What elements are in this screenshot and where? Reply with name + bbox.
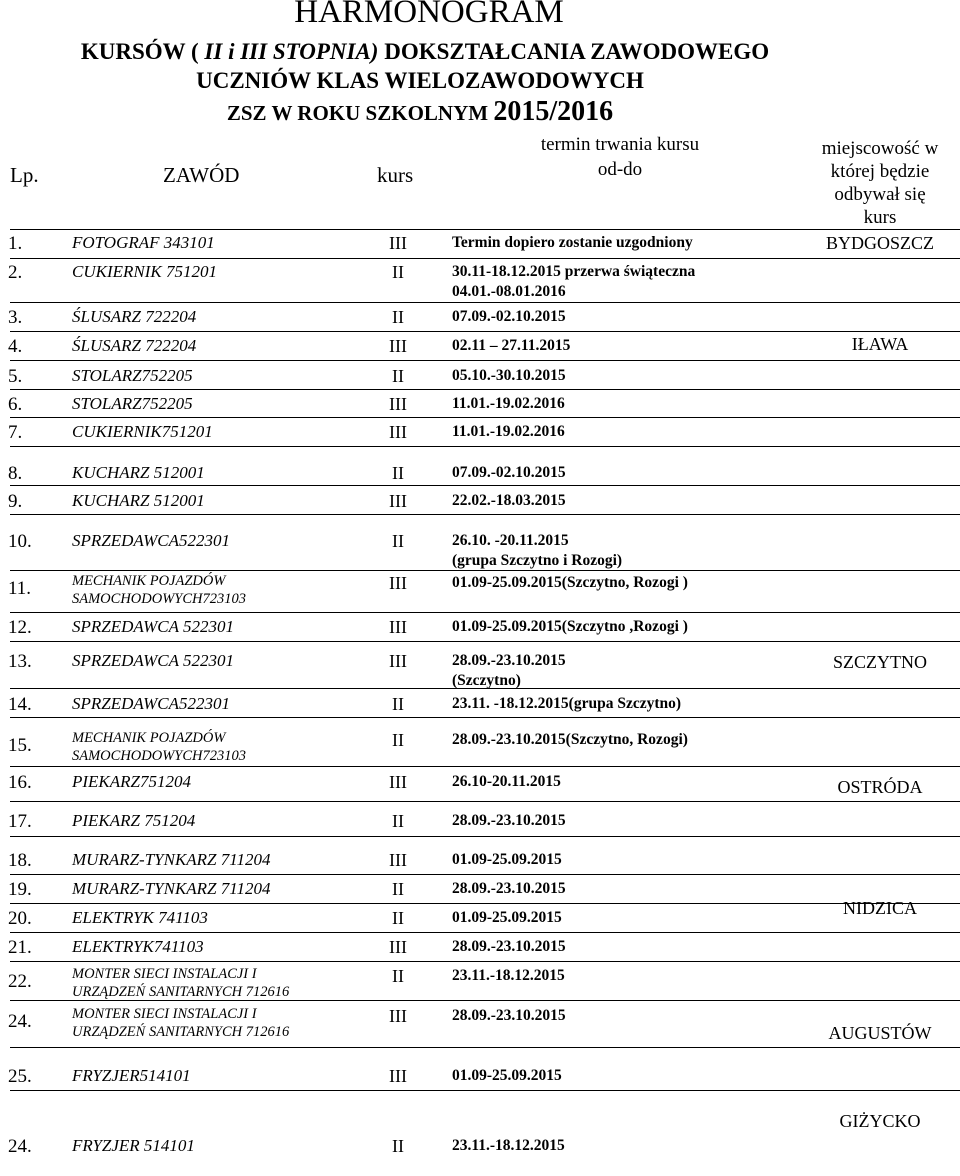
row-divider <box>10 717 960 718</box>
location-szczytno: SZCZYTNO <box>833 652 927 672</box>
row-lp: 5. <box>8 366 23 387</box>
col-header-lp: Lp. <box>10 163 39 187</box>
subtitle-line-1-b: DOKSZTAŁCANIA ZAWODOWEGO <box>378 39 770 64</box>
row-termin: 28.09.-23.10.2015 <box>452 1007 566 1024</box>
row-kurs: III <box>389 1006 407 1026</box>
row-termin-line2: (grupa Szczytno i Rozogi) <box>452 552 623 569</box>
row-divider <box>10 836 960 837</box>
col-header-miejsce-2: której będzie <box>830 161 930 182</box>
row-kurs: II <box>392 879 404 899</box>
header-divider <box>10 229 960 230</box>
row-divider <box>10 766 960 767</box>
row-zawod: FOTOGRAF 343101 <box>72 233 215 252</box>
row-divider <box>10 1090 960 1091</box>
row-kurs: III <box>389 617 407 637</box>
row-divider <box>10 331 960 332</box>
row-lp: 25. <box>8 1066 32 1087</box>
col-header-kurs: kurs <box>377 163 414 187</box>
row-lp: 15. <box>8 735 32 756</box>
row-termin-line2: (Szczytno) <box>452 672 521 689</box>
row-kurs: III <box>389 772 407 792</box>
col-header-termin-1: termin trwania kursu <box>540 134 700 155</box>
row-divider <box>10 641 960 642</box>
row-zawod: STOLARZ752205 <box>72 394 193 413</box>
row-kurs: III <box>389 651 407 671</box>
col-header-termin-2: od-do <box>597 159 643 180</box>
row-lp: 19. <box>8 879 32 900</box>
row-zawod: PIEKARZ751204 <box>72 772 191 791</box>
row-divider <box>10 258 960 259</box>
col-header-miejsce-4: kurs <box>863 207 897 228</box>
row-zawod: MURARZ-TYNKARZ 711204 <box>72 850 271 869</box>
row-termin: 23.11. -18.12.2015(grupa Szczytno) <box>452 695 682 712</box>
row-zawod: FRYZJER 514101 <box>72 1136 195 1155</box>
row-zawod: CUKIERNIK751201 <box>72 422 213 441</box>
col-header-miejsce-3: odbywał się <box>834 184 926 205</box>
row-zawod-line2: URZĄDZEŃ SANITARNYCH 712616 <box>72 1024 290 1040</box>
row-zawod: MURARZ-TYNKARZ 711204 <box>72 879 271 898</box>
row-termin: 01.09-25.09.2015 <box>452 1067 562 1084</box>
row-zawod: ELEKTRYK741103 <box>72 937 204 956</box>
row-kurs: II <box>392 463 404 483</box>
row-zawod: MONTER SIECI INSTALACJI I <box>72 966 257 982</box>
row-lp: 21. <box>8 937 32 958</box>
row-zawod: PIEKARZ 751204 <box>72 811 196 830</box>
subtitle-line-2: UCZNIÓW KLAS WIELOZAWODOWYCH <box>196 68 644 93</box>
row-kurs: III <box>389 336 407 356</box>
row-lp: 3. <box>8 307 23 328</box>
row-termin: 30.11-18.12.2015 przerwa świąteczna <box>452 263 696 280</box>
row-zawod: MONTER SIECI INSTALACJI I <box>72 1006 257 1022</box>
row-zawod: STOLARZ752205 <box>72 366 193 385</box>
row-zawod: KUCHARZ 512001 <box>72 463 205 482</box>
row-termin: 01.09-25.09.2015(Szczytno, Rozogi ) <box>452 574 688 591</box>
row-termin: 26.10-20.11.2015 <box>452 773 561 790</box>
row-kurs: III <box>389 850 407 870</box>
location-nidzica: NIDZICA <box>843 898 917 918</box>
subtitle-line-3 <box>0 98 850 126</box>
row-zawod: CUKIERNIK 751201 <box>72 262 217 281</box>
row-termin: 02.11 – 27.11.2015 <box>452 337 571 354</box>
row-kurs: II <box>392 694 404 714</box>
col-header-miejsce-1: miejscowość w <box>821 138 939 159</box>
row-termin: 07.09.-02.10.2015 <box>452 308 566 325</box>
row-kurs: III <box>389 491 407 511</box>
row-termin-line2: 04.01.-08.01.2016 <box>452 283 566 300</box>
row-termin: 23.11.-18.12.2015 <box>452 967 565 984</box>
row-zawod: ŚLUSARZ 722204 <box>72 336 197 355</box>
row-lp: 9. <box>8 491 23 512</box>
row-divider <box>10 801 960 802</box>
row-zawod-line2: SAMOCHODOWYCH723103 <box>72 591 246 607</box>
school-year: 2015/2016 <box>493 96 614 127</box>
row-lp: 4. <box>8 336 23 357</box>
col-header-zawod: ZAWÓD <box>163 163 240 187</box>
row-kurs: II <box>392 811 404 831</box>
row-lp: 6. <box>8 394 23 415</box>
row-kurs: II <box>392 366 404 386</box>
row-zawod: MECHANIK POJAZDÓW <box>72 573 226 589</box>
row-kurs: II <box>392 307 404 327</box>
subtitle-line-3-a: ZSZ W ROKU SZKOLNYM <box>226 101 494 125</box>
location-augustow: AUGUSTÓW <box>828 1023 932 1043</box>
row-zawod: SPRZEDAWCA 522301 <box>72 651 234 670</box>
row-lp: 13. <box>8 651 32 672</box>
subtitle-line-1 <box>0 40 855 63</box>
row-lp: 16. <box>8 772 32 793</box>
row-kurs: II <box>392 1136 404 1156</box>
row-kurs: II <box>392 966 404 986</box>
row-divider <box>10 389 960 390</box>
page-title: HARMONOGRAM <box>294 0 564 30</box>
subtitle-line-1-italic: II i III STOPNIA) <box>204 39 379 64</box>
subtitle-line-1-a: KURSÓW ( <box>80 39 205 64</box>
row-kurs: III <box>389 422 407 442</box>
row-lp: 20. <box>8 908 32 929</box>
row-kurs: III <box>389 573 407 593</box>
row-lp: 7. <box>8 422 23 443</box>
row-termin: 07.09.-02.10.2015 <box>452 464 566 481</box>
row-lp: 2. <box>8 262 23 283</box>
row-lp: 22. <box>8 971 32 992</box>
row-zawod: ELEKTRYK 741103 <box>72 908 208 927</box>
row-kurs: III <box>389 233 407 253</box>
row-lp: 10. <box>8 531 32 552</box>
row-divider <box>10 446 960 447</box>
row-lp: 14. <box>8 694 32 715</box>
row-termin: 28.09.-23.10.2015 <box>452 938 566 955</box>
row-kurs: II <box>392 262 404 282</box>
row-termin: 28.09.-23.10.2015 <box>452 880 566 897</box>
row-zawod: ŚLUSARZ 722204 <box>72 307 197 326</box>
row-divider <box>10 612 960 613</box>
row-lp: 18. <box>8 850 32 871</box>
row-lp: 24. <box>8 1136 32 1157</box>
row-lp: 17. <box>8 811 32 832</box>
row-kurs: II <box>392 531 404 551</box>
row-divider <box>10 302 960 303</box>
row-lp: 8. <box>8 463 23 484</box>
row-termin: 26.10. -20.11.2015 <box>452 532 569 549</box>
row-zawod: SPRZEDAWCA 522301 <box>72 617 234 636</box>
row-termin: 28.09.-23.10.2015(Szczytno, Rozogi) <box>452 731 688 748</box>
row-termin: 28.09.-23.10.2015 <box>452 812 566 829</box>
row-termin: 23.11.-18.12.2015 <box>452 1137 565 1154</box>
row-zawod: SPRZEDAWCA522301 <box>72 531 231 550</box>
row-termin: 01.09-25.09.2015 <box>452 909 562 926</box>
row-zawod-line2: SAMOCHODOWYCH723103 <box>72 748 246 764</box>
row-termin: 22.02.-18.03.2015 <box>452 492 566 509</box>
row-lp: 1. <box>8 233 23 254</box>
row-termin: 11.01.-19.02.2016 <box>452 395 565 412</box>
row-zawod: FRYZJER514101 <box>72 1066 191 1085</box>
row-termin: 01.09-25.09.2015 <box>452 851 562 868</box>
row-termin: 28.09.-23.10.2015 <box>452 652 566 669</box>
row-termin: Termin dopiero zostanie uzgodniony <box>452 234 693 251</box>
row-zawod: KUCHARZ 512001 <box>72 491 205 510</box>
location-ilawa: IŁAWA <box>851 334 909 354</box>
row-lp: 11. <box>8 578 32 599</box>
location-ostroda: OSTRÓDA <box>837 777 923 797</box>
row-termin: 01.09-25.09.2015(Szczytno ,Rozogi ) <box>452 618 688 635</box>
row-divider <box>10 932 960 933</box>
row-lp: 12. <box>8 617 32 638</box>
row-divider <box>10 961 960 962</box>
row-kurs: II <box>392 730 404 750</box>
row-termin: 11.01.-19.02.2016 <box>452 423 565 440</box>
row-zawod: MECHANIK POJAZDÓW <box>72 730 226 746</box>
row-kurs: III <box>389 1066 407 1086</box>
row-kurs: II <box>392 908 404 928</box>
location-bydgoszcz: BYDGOSZCZ <box>825 233 934 253</box>
row-divider <box>10 1047 960 1048</box>
row-divider <box>10 485 960 486</box>
row-termin: 05.10.-30.10.2015 <box>452 367 566 384</box>
row-divider <box>10 874 960 875</box>
row-lp: 24. <box>8 1011 32 1032</box>
row-zawod-line2: URZĄDZEŃ SANITARNYCH 712616 <box>72 984 290 1000</box>
row-kurs: III <box>389 937 407 957</box>
location-gizycko: GIŻYCKO <box>839 1111 921 1131</box>
row-divider <box>10 417 960 418</box>
row-divider <box>10 360 960 361</box>
row-zawod: SPRZEDAWCA522301 <box>72 694 231 713</box>
row-divider <box>10 514 960 515</box>
row-kurs: III <box>389 394 407 414</box>
